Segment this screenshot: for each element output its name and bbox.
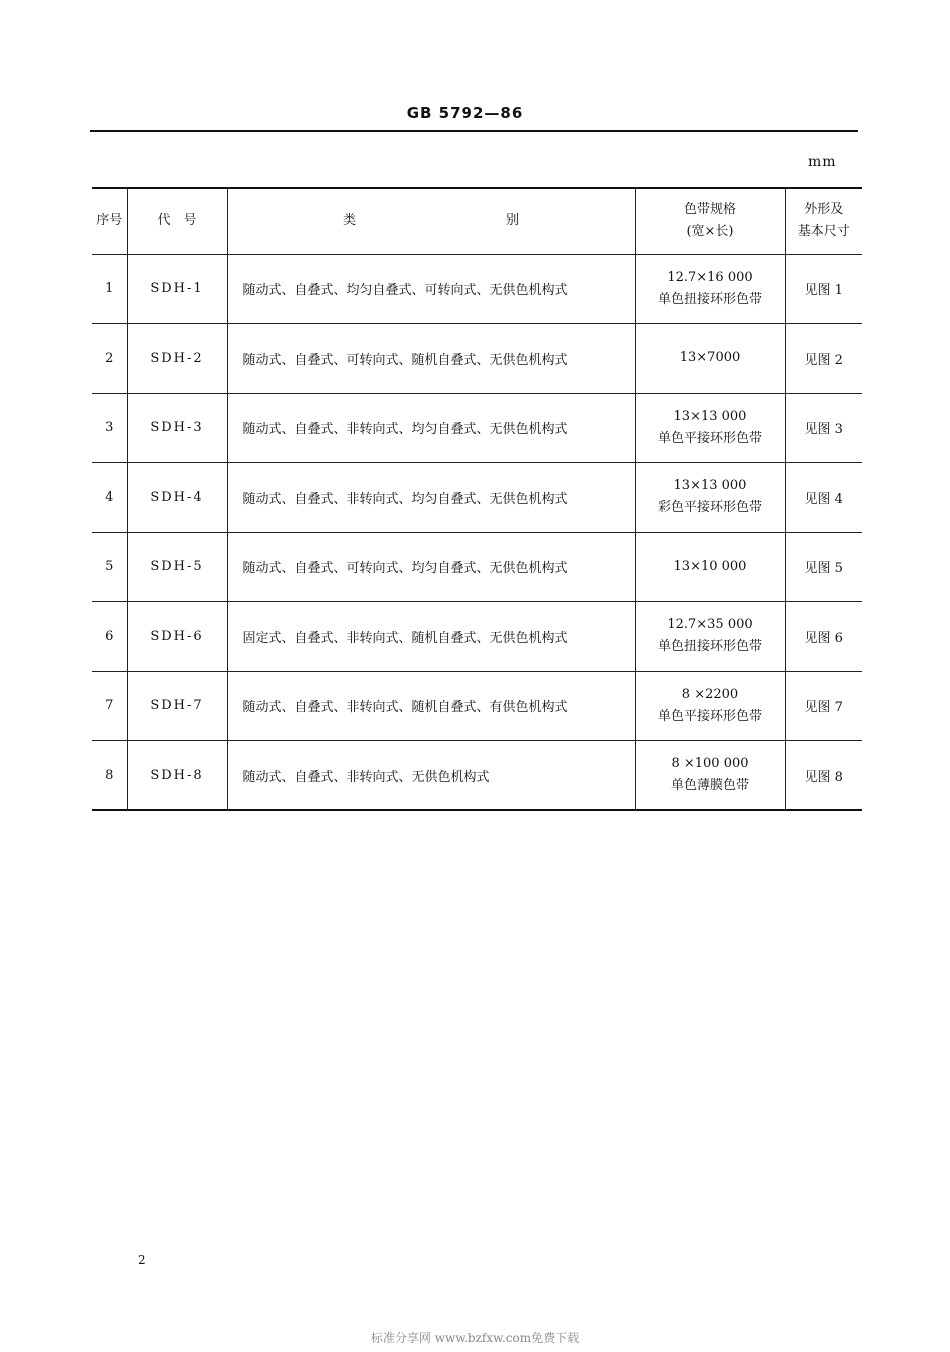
row-spec-type: 单色薄膜色带 (670, 778, 749, 793)
row-code: SDH-7 (127, 671, 227, 741)
row-spec-size: 8 ×100 000 (671, 756, 749, 771)
row-code: SDH-4 (127, 463, 227, 533)
row-code: SDH-2 (127, 324, 227, 394)
header-shape-line1: 外形及 (804, 202, 844, 218)
row-category: 随动式、自叠式、可转向式、均匀自叠式、无供色机构式 (227, 532, 635, 602)
row-spec (635, 741, 785, 811)
row-shape: 见图 5 (785, 532, 862, 602)
row-seq: 3 (92, 393, 127, 463)
standard-number: GB 5792—86 (406, 104, 524, 122)
table-row (92, 602, 862, 672)
row-seq: 1 (92, 254, 127, 324)
row-spec (635, 393, 785, 463)
row-spec-type: 单色平接环形色带 (657, 708, 762, 724)
row-spec (635, 254, 785, 324)
row-category: 随动式、自叠式、非转向式、无供色机构式 (227, 741, 635, 811)
row-shape: 见图 1 (785, 254, 862, 324)
watermark: 标准分享网 www.bzfxw.com免费下载 (370, 1331, 580, 1345)
header-category (227, 188, 635, 254)
row-shape: 见图 8 (785, 741, 862, 811)
header-rule (90, 130, 858, 132)
row-spec-size: 12.7×35 000 (667, 617, 753, 633)
row-spec-size: 13×7000 (679, 350, 741, 366)
row-shape: 见图 4 (785, 463, 862, 533)
row-code: SDH-3 (127, 393, 227, 463)
row-spec-type: 单色平接环形色带 (657, 430, 762, 446)
row-code: SDH-1 (127, 254, 227, 324)
row-seq: 7 (92, 671, 127, 741)
table-row (92, 393, 862, 463)
row-seq: 6 (92, 602, 127, 672)
row-category: 随动式、自叠式、非转向式、均匀自叠式、无供色机构式 (227, 463, 635, 533)
row-spec (635, 463, 785, 533)
row-shape: 见图 3 (785, 393, 862, 463)
row-shape: 见图 2 (785, 324, 862, 394)
unit-label: mm (808, 154, 837, 170)
row-code: SDH-8 (127, 741, 227, 811)
page-number: 2 (138, 1253, 146, 1267)
row-shape: 见图 7 (785, 671, 862, 741)
table-header-row (92, 188, 862, 254)
header-code: 代 号 (127, 188, 227, 254)
table-row (92, 532, 862, 602)
row-spec-size: 13×10 000 (673, 558, 747, 574)
header-shape-line2: 基本尺寸 (797, 224, 850, 240)
header-spec-line2: (宽×长) (686, 224, 734, 240)
row-category: 随动式、自叠式、非转向式、均匀自叠式、无供色机构式 (227, 393, 635, 463)
row-code: SDH-5 (127, 532, 227, 602)
row-spec-size: 13×13 000 (673, 408, 747, 424)
row-spec (635, 324, 785, 394)
header-category-right: 别 (506, 213, 520, 229)
row-shape: 见图 6 (785, 602, 862, 672)
header-spec-line1: 色带规格 (683, 202, 736, 218)
row-spec-type: 彩色平接环形色带 (657, 500, 762, 516)
row-spec (635, 671, 785, 741)
row-spec-size: 8 ×2200 (681, 686, 739, 702)
row-category: 随动式、自叠式、可转向式、随机自叠式、无供色机构式 (227, 324, 635, 394)
table-row (92, 463, 862, 533)
header-seq: 序号 (92, 188, 127, 254)
table-row (92, 741, 862, 811)
header-spec (635, 188, 785, 254)
row-category: 随动式、自叠式、非转向式、随机自叠式、有供色机构式 (227, 671, 635, 741)
row-category: 随动式、自叠式、均匀自叠式、可转向式、无供色机构式 (227, 254, 635, 324)
header-category-left: 类 (342, 213, 356, 229)
table-row (92, 324, 862, 394)
row-seq: 8 (92, 741, 127, 811)
row-seq: 2 (92, 324, 127, 394)
row-code: SDH-6 (127, 602, 227, 672)
row-spec-size: 12.7×16 000 (667, 269, 753, 285)
ribbon-spec-table (92, 187, 862, 811)
row-seq: 5 (92, 532, 127, 602)
row-spec-type: 单色扭接环形色带 (657, 291, 762, 307)
row-spec (635, 602, 785, 672)
row-spec (635, 532, 785, 602)
table-row (92, 671, 862, 741)
row-spec-size: 13×13 000 (673, 478, 747, 494)
table-row (92, 254, 862, 324)
header-shape (785, 188, 862, 254)
row-spec-type: 单色扭接环形色带 (657, 639, 762, 655)
row-category: 固定式、自叠式、非转向式、随机自叠式、无供色机构式 (227, 602, 635, 672)
row-seq: 4 (92, 463, 127, 533)
